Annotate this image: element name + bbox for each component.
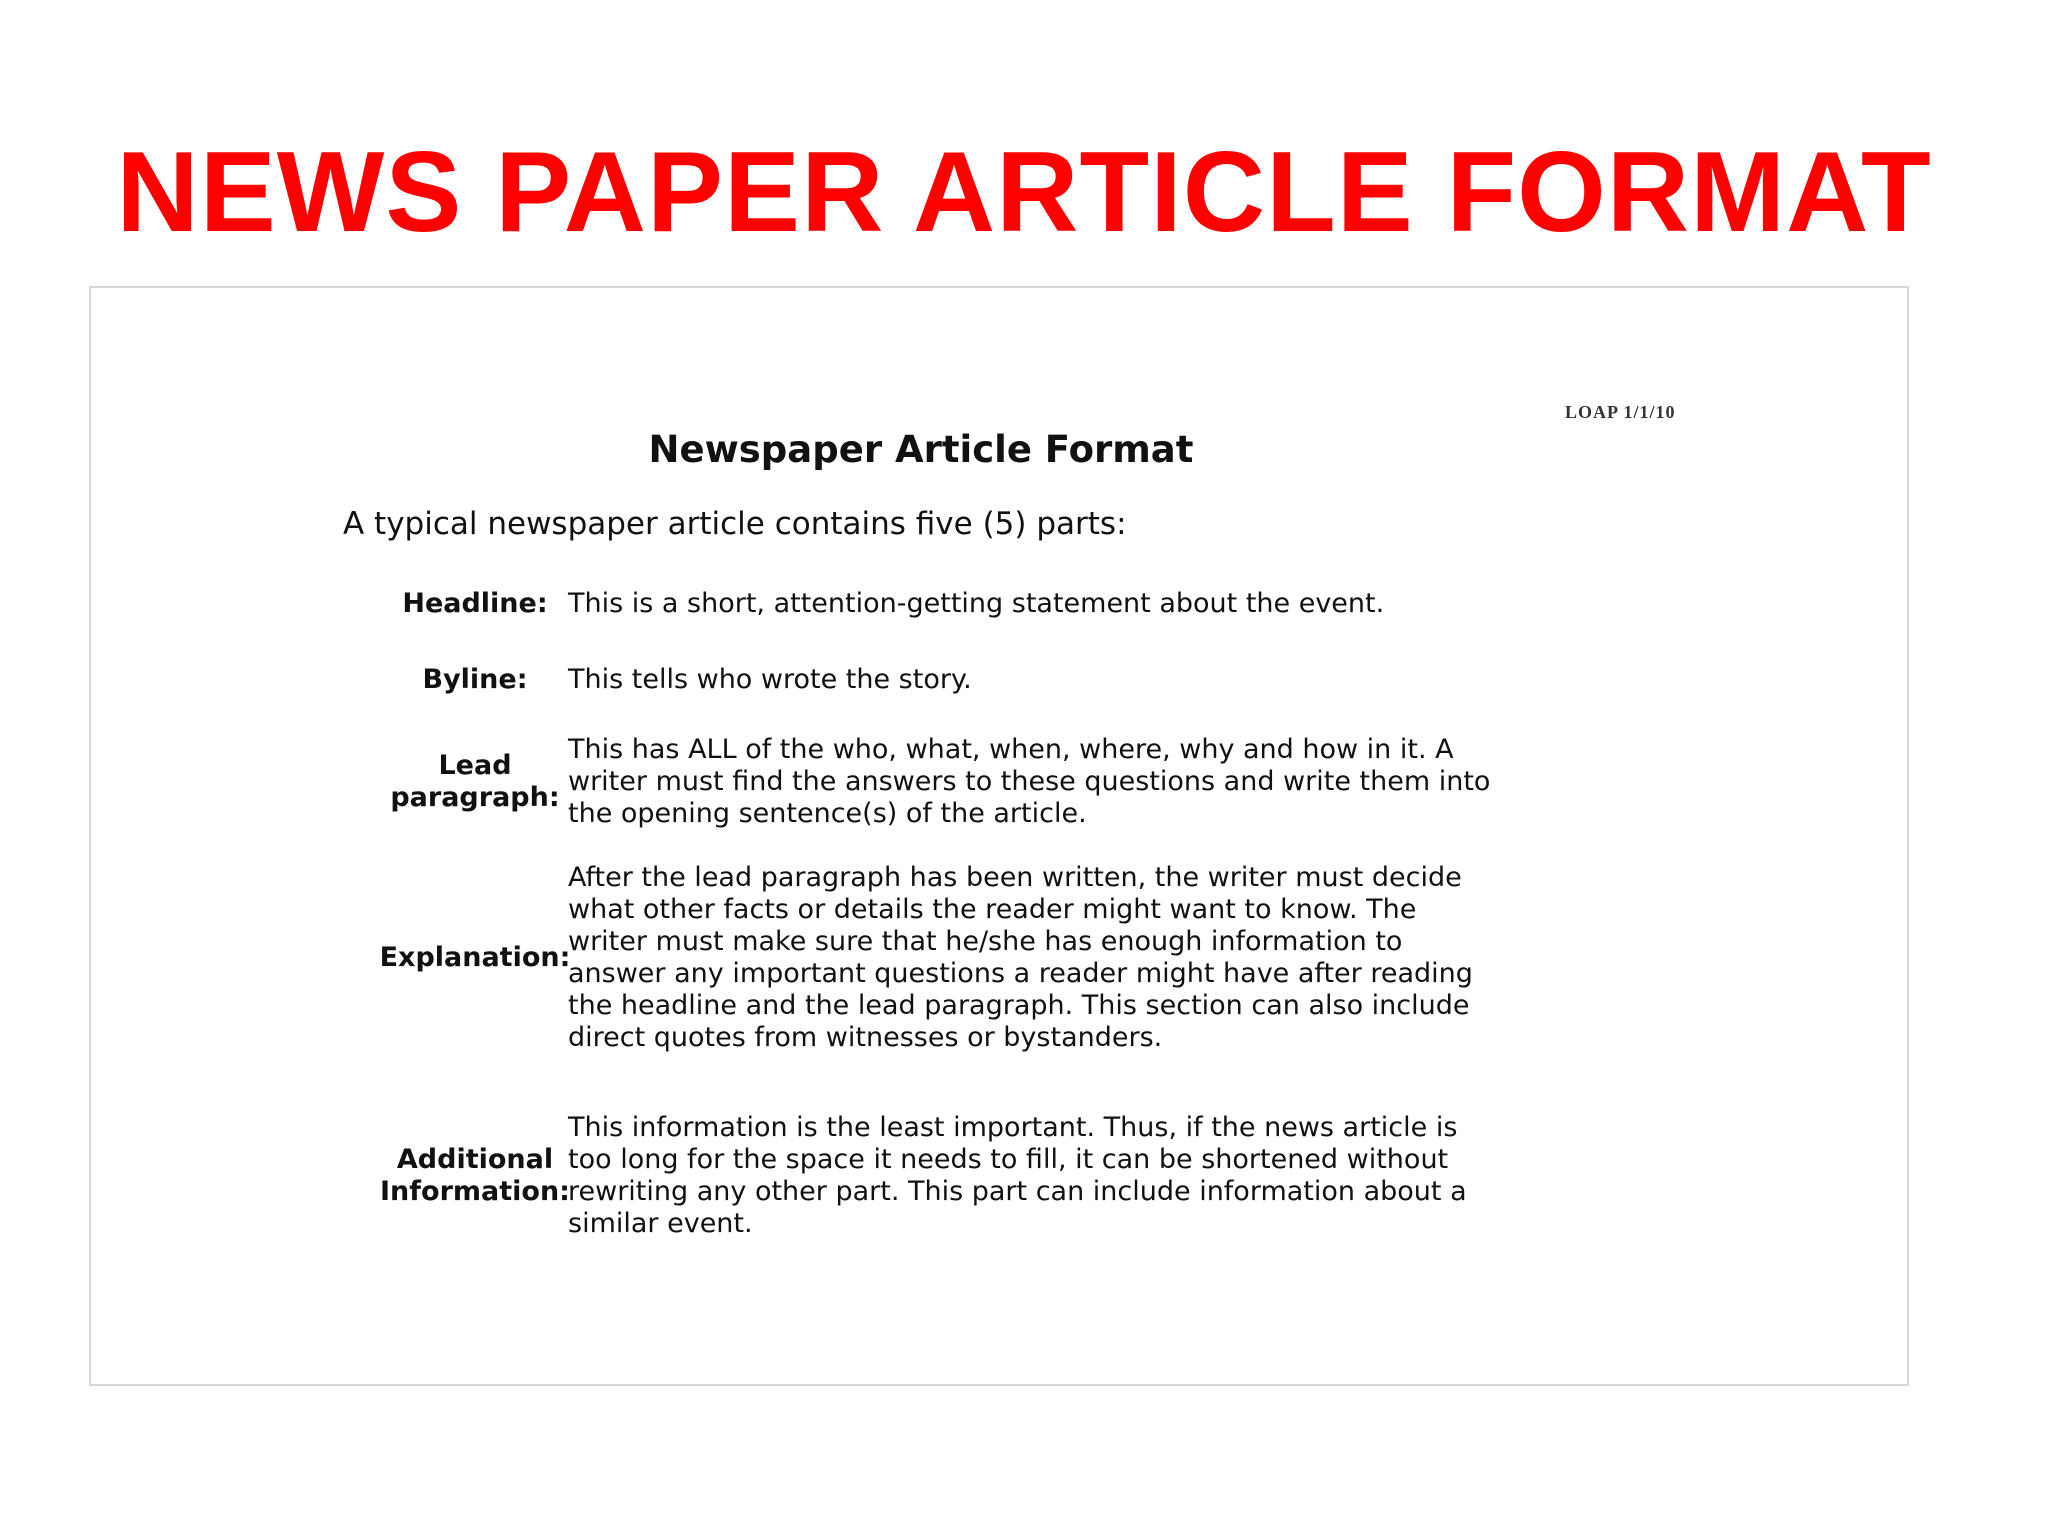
part-description-line: similar event. bbox=[568, 1208, 753, 1239]
part-term-line: paragraph: bbox=[390, 782, 560, 813]
part-description-line: writer must make sure that he/she has enough information to bbox=[568, 926, 1403, 957]
part-description-line: rewriting any other part. This part can include information about a bbox=[568, 1176, 1467, 1207]
part-description bbox=[568, 588, 1813, 620]
part-description-line: what other facts or details the reader might want to know. The bbox=[568, 894, 1417, 925]
part-description bbox=[568, 1112, 1813, 1240]
slide-title: NEWS PAPER ARTICLE FORMAT bbox=[116, 129, 1932, 256]
part-description-line: This is a short, attention-getting statement about the event. bbox=[568, 588, 1385, 619]
part-description bbox=[568, 734, 1813, 830]
part-description-line: This has ALL of the who, what, when, where, why and how in it. A bbox=[568, 734, 1454, 765]
document-intro: A typical newspaper article contains five (5) parts: bbox=[343, 506, 1127, 542]
part-description bbox=[568, 862, 1813, 1054]
part-term-line: Information: bbox=[380, 1176, 570, 1207]
part-description-line: direct quotes from witnesses or bystanders. bbox=[568, 1022, 1163, 1053]
document-heading: Newspaper Article Format bbox=[648, 428, 1194, 471]
part-term-line: Headline: bbox=[402, 588, 548, 619]
part-term-line: Additional bbox=[396, 1144, 554, 1175]
part-term-line: Explanation: bbox=[379, 942, 571, 973]
part-description-line: writer must find the answers to these questions and write them into bbox=[568, 766, 1491, 797]
document-code: LOAP 1/1/10 bbox=[1565, 402, 1676, 422]
part-description-line: too long for the space it needs to fill, it can be shortened without bbox=[568, 1144, 1449, 1175]
part-description-line: the opening sentence(s) of the article. bbox=[568, 798, 1087, 829]
part-description bbox=[568, 664, 1813, 696]
part-description-line: This tells who wrote the story. bbox=[568, 664, 972, 695]
part-description-line: After the lead paragraph has been written, the writer must decide bbox=[568, 862, 1462, 893]
part-description-line: This information is the least important. Thus, if the news article is bbox=[568, 1112, 1458, 1143]
part-description-line: the headline and the lead paragraph. This section can also include bbox=[568, 990, 1470, 1021]
document-image bbox=[89, 286, 1909, 1386]
part-description-line: answer any important questions a reader might have after reading bbox=[568, 958, 1473, 989]
part-term-line: Lead bbox=[438, 750, 512, 781]
part-term-line: Byline: bbox=[422, 664, 528, 695]
